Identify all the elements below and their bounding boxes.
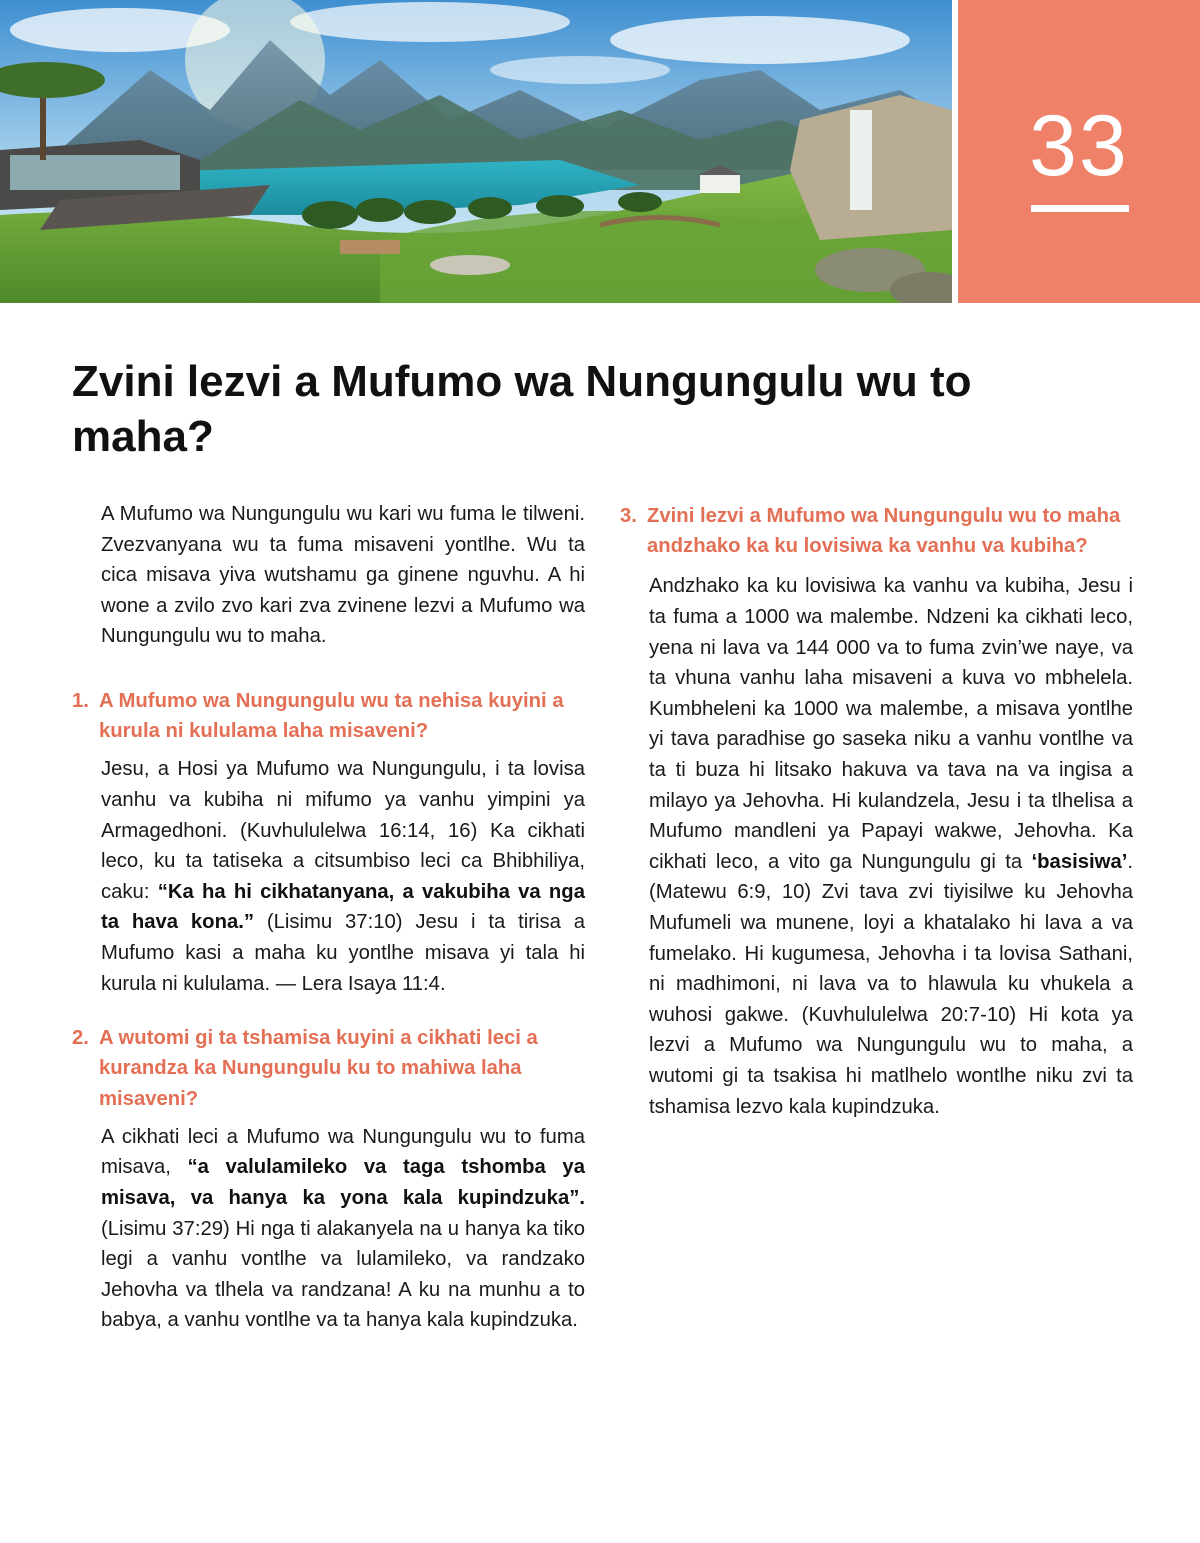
- right-column: [620, 501, 1133, 1122]
- left-column: [72, 499, 585, 1336]
- answer-2: [72, 1122, 585, 1336]
- answer-text: (Lisimu 37:29) Hi nga ti alakanyela na u hanya ka tiko legi a vanhu vontlhe va lulamileko, va randzako Jehovha va tlhela va randzana! A ku na munhu a to babya, a vanhu vontlhe va ta hanya kala kupindzuka.: [101, 1217, 585, 1332]
- answer-text: Andzhako ka ku lovisiwa ka vanhu va kubiha, Jesu i ta fuma a 1000 wa malembe. Ndzeni ka cikhati leco, yena ni lava va 144 000 va to fuma zvin’we naye, va ta vhuna vanhu laha misaveni a kuva vo mbhelela. Kumbheleni ka 1000 wa malembe, a misava yontlhe yi tava paradhise go saseka niku a vanhu vontlhe va ta ti buza hi litsako hakuva va tava na va ingisa a milayo ya Jehovha. Hi kulandzela, Jesu i ta tlhelisa a Mufumo mandleni ya Papayi wakwe, Jehovha. Ka cikhati leco, a vito ga Nungungulu gi ta: [649, 575, 1133, 873]
- answer-3: [620, 571, 1133, 1122]
- answer-1: [72, 754, 585, 999]
- header-illustration: [0, 0, 952, 303]
- intro-paragraph: A Mufumo wa Nungungulu wu kari wu fuma le tilweni. Zvezvanyana wu ta fuma misaveni yontlhe. Wu ta cica misava yiva wutshamu ga ginene nguvhu. A hi wone a zvilo zvo kari zva zvinene lezvi a Mufumo wa Nungungulu wu to maha.: [101, 503, 585, 648]
- question-2: [72, 1023, 585, 1114]
- question-text: A wutomi gi ta tshamisa kuyini a cikhati leci a kurandza ka Nungungulu ku to mahiwa laha misaveni?: [99, 1027, 538, 1110]
- answer-text: . (Matewu 6:9, 10) Zvi tava zvi tiyisilwe ku Jehovha Mufumeli wa munene, loyi a khatalako hi lava a va fumelako. Hi kugumesa, Jehovha i ta lovisa Sathani, ni madhimoni, ni lava va to hlawula ku vhukela a wuhosi gakwe. (Kuvhululelwa 20:7-10) Hi kota ya lezvi a Mufumo wa Nungungulu wu to maha, a wutomi gi ta tsakisa hi matlhelo wontlhe niku zvi ta tshamisa lezvo kala kupindzuka.: [649, 850, 1133, 1118]
- question-number: 3.: [620, 505, 637, 527]
- answer-quote: ‘basisiwa’: [1031, 850, 1128, 873]
- answer-text: A cikhati leci a Mufumo wa Nungungulu wu to fuma misava,: [101, 1125, 585, 1179]
- answer-text: (Lisimu 37:10) Jesu i ta tirisa a Mufumo kasi a maha ku yontlhe misava yi tala hi kurula ni kululama. — Lera Isaya 11:4.: [101, 911, 585, 995]
- paradise-landscape-image: [0, 0, 952, 303]
- lesson-number: 33: [1029, 98, 1129, 194]
- answer-text: Jesu, a Hosi ya Mufumo wa Nungungulu, i ta lovisa vanhu va kubiha ni mifumo ya vanhu yimpini ya Armagedhoni. (Kuvhululelwa 16:14, 16) Ka cikhati leco, ku ta tatiseka a citsumbiso leci ca Bhibhiliya, caku:: [101, 758, 585, 903]
- page-title: Zvini lezvi a Mufumo wa Nungungulu wu to maha?: [72, 357, 972, 461]
- lesson-number-badge: [958, 0, 1200, 303]
- question-text: Zvini lezvi a Mufumo wa Nungungulu wu to maha andzhako ka ku lovisiwa ka vanhu va kubiha?: [647, 505, 1121, 558]
- answer-quote: “Ka ha hi cikhatanyana, a vakubiha va nga ta hava kona.”: [101, 880, 585, 934]
- badge-underline: [1031, 205, 1129, 212]
- question-1: [72, 686, 585, 746]
- question-3: [620, 501, 1133, 561]
- question-number: 1.: [72, 689, 89, 712]
- question-text: A Mufumo wa Nungungulu wu ta nehisa kuyini a kurula ni kululama laha misaveni?: [99, 689, 564, 743]
- question-number: 2.: [72, 1027, 89, 1050]
- answer-quote: “a valulamileko va taga tshomba ya misava, va hanya ka yona kala kupindzuka”.: [101, 1156, 585, 1209]
